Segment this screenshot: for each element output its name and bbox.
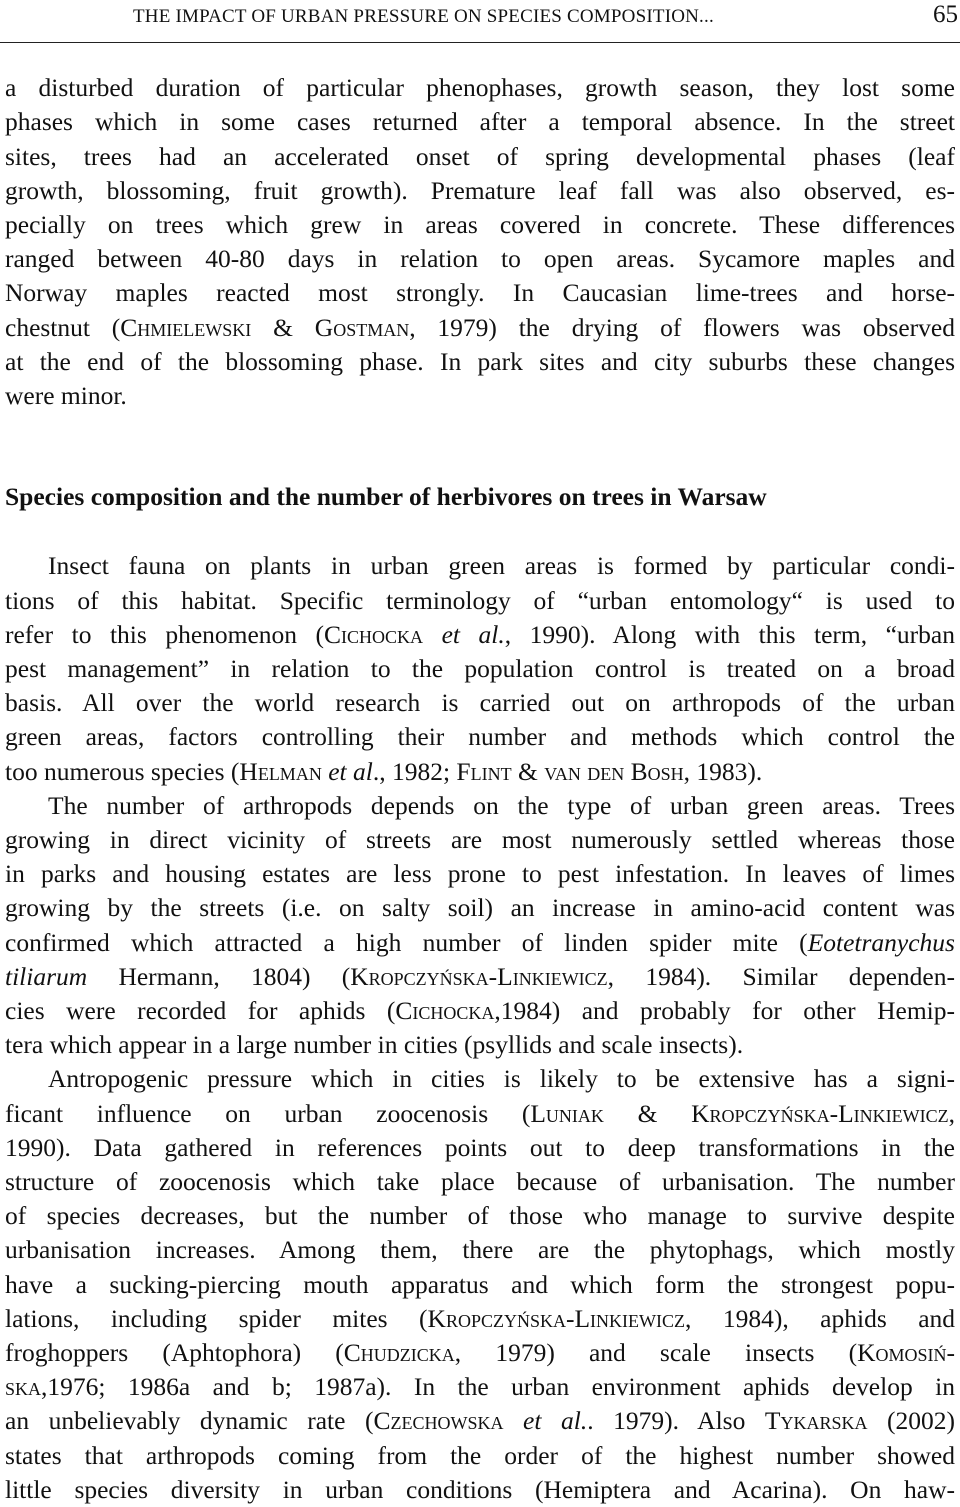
paragraph-line: Antropogenic pressure which in cities is likely to be extensive has a signi- bbox=[48, 1064, 955, 1093]
paragraph-line: a disturbed duration of particular phenophases, growth season, they lost some bbox=[5, 73, 955, 102]
paragraph-line: refer to this phenomenon (Cichocka et al., 1990). Along with this term, “urban bbox=[5, 620, 955, 649]
citation-author: ska bbox=[5, 1372, 42, 1401]
paragraph-line: tiliarum Hermann, 1804) (Kropczyńska-Linkiewicz, 1984). Similar dependen- bbox=[5, 962, 955, 991]
paragraph-line: Norway maples reacted most strongly. In Caucasian lime-trees and horse- bbox=[5, 278, 955, 307]
paragraph-line: growth, blossoming, fruit growth). Premature leaf fall was also observed, es- bbox=[5, 176, 955, 205]
section-heading: Species composition and the number of herbivores on trees in Warsaw bbox=[5, 482, 767, 511]
paragraph-line: cies were recorded for aphids (Cichocka,1984) and probably for other Hemip- bbox=[5, 996, 955, 1025]
paragraph-line: sites, trees had an accelerated onset of spring developmental phases (leaf bbox=[5, 142, 955, 171]
citation-author: Cichocka, bbox=[395, 996, 501, 1025]
paragraph-line: phases which in some cases returned after a temporal absence. In the street bbox=[5, 107, 955, 136]
paragraph-line: structure of zoocenosis which take place because of urbanisation. The number bbox=[5, 1167, 955, 1196]
paragraph-line: tions of this habitat. Specific terminology of “urban entomology“ is used to bbox=[5, 586, 955, 615]
species-name: tiliarum bbox=[5, 962, 88, 991]
paragraph-line: froghoppers (Aphtophora) (Chudzicka, 1979) and scale insects (Komosiń- bbox=[5, 1338, 955, 1367]
running-head bbox=[0, 0, 960, 43]
paragraph-line: chestnut (Chmielewski & Gostman, 1979) the drying of flowers was observed bbox=[5, 313, 955, 342]
paragraph-line: 1990). Data gathered in references points out to deep transformations in the bbox=[5, 1133, 955, 1162]
page-number: 65 bbox=[933, 1, 958, 28]
paragraph-line: have a sucking-piercing mouth apparatus and which form the strongest popu- bbox=[5, 1270, 955, 1299]
running-head-title: THE IMPACT OF URBAN PRESSURE ON SPECIES COMPOSITION... bbox=[133, 6, 714, 27]
citation-author: Helman bbox=[239, 757, 322, 786]
citation-author: Komosiń- bbox=[857, 1338, 955, 1367]
citation-author: Luniak bbox=[530, 1099, 604, 1128]
paragraph-line: at the end of the blossoming phase. In park sites and city suburbs these changes bbox=[5, 347, 955, 376]
paragraph-line: lations, including spider mites (Kropczyńska-Linkiewicz, 1984), aphids and bbox=[5, 1304, 956, 1333]
citation-author: Bosh, bbox=[630, 757, 691, 786]
paragraph-line: basis. All over the world research is carried out on arthropods of the urban bbox=[5, 688, 955, 717]
paragraph-line: growing in direct vicinity of streets are most numerously settled whereas those bbox=[5, 825, 955, 854]
paragraph-line: confirmed which attracted a high number of linden spider mite (Eotetranychus bbox=[5, 928, 955, 957]
paragraph-line: of species decreases, but the number of those who manage to survive despite bbox=[5, 1201, 955, 1230]
paragraph-line: tera which appear in a large number in cities (psyllids and scale insects). bbox=[5, 1030, 744, 1059]
citation-author: Flint bbox=[456, 757, 512, 786]
paragraph-line: states that arthropods coming from the order of the highest number showed bbox=[5, 1441, 955, 1470]
citation-author: Kropczyńska-Linkiewicz, bbox=[691, 1099, 955, 1128]
paragraph-line: in parks and housing estates are less prone to pest infestation. In leaves of limes bbox=[5, 859, 955, 888]
paragraph-line: ranged between 40-80 days in relation to open areas. Sycamore maples and bbox=[5, 244, 955, 273]
citation-author: Kropczyńska-Linkiewicz, bbox=[350, 962, 615, 991]
citation-author: Tykarska bbox=[764, 1406, 868, 1435]
paragraph-line: an unbelievably dynamic rate (Czechowska et al.. 1979). Also Tykarska (2002) bbox=[5, 1406, 955, 1435]
species-name: Eotetranychus bbox=[807, 928, 955, 957]
citation-author: Chudzicka, bbox=[343, 1338, 462, 1367]
citation-author: Czechowska bbox=[373, 1406, 504, 1435]
paragraph-line: pecially on trees which grew in areas covered in concrete. These differences bbox=[5, 210, 955, 239]
paragraph-line: growing by the streets (i.e. on salty soil) an increase in amino-acid content was bbox=[5, 893, 955, 922]
paragraph-line: little species diversity in urban conditions (Hemiptera and Acarina). On haw- bbox=[5, 1475, 955, 1504]
paragraph-line: ficant influence on urban zoocenosis (Luniak & Kropczyńska-Linkiewicz, bbox=[5, 1099, 955, 1128]
paragraph-line: too numerous species (Helman et al., 1982; Flint & van den Bosh, 1983). bbox=[5, 757, 763, 786]
citation-author: Chmielewski bbox=[120, 313, 252, 342]
citation-author: Cichocka bbox=[324, 620, 424, 649]
citation-author: Kropczyńska-Linkiewicz, bbox=[427, 1304, 692, 1333]
paragraph-line: were minor. bbox=[5, 381, 127, 410]
paragraph-line: urbanisation increases. Among them, there are the phytophags, which mostly bbox=[5, 1235, 955, 1264]
paragraph-line: The number of arthropods depends on the type of urban green areas. Trees bbox=[48, 791, 955, 820]
citation-author: Gostman, bbox=[314, 313, 416, 342]
paragraph-line: ska,1976; 1986a and b; 1987a). In the urban environment aphids develop in bbox=[5, 1372, 955, 1401]
paragraph-line: pest management” in relation to the population control is treated on a broad bbox=[5, 654, 955, 683]
paragraph-line: Insect fauna on plants in urban green areas is formed by particular condi- bbox=[48, 551, 955, 580]
citation-author: van den bbox=[544, 757, 625, 786]
paragraph-line: green areas, factors controlling their number and methods which control the bbox=[5, 722, 955, 751]
